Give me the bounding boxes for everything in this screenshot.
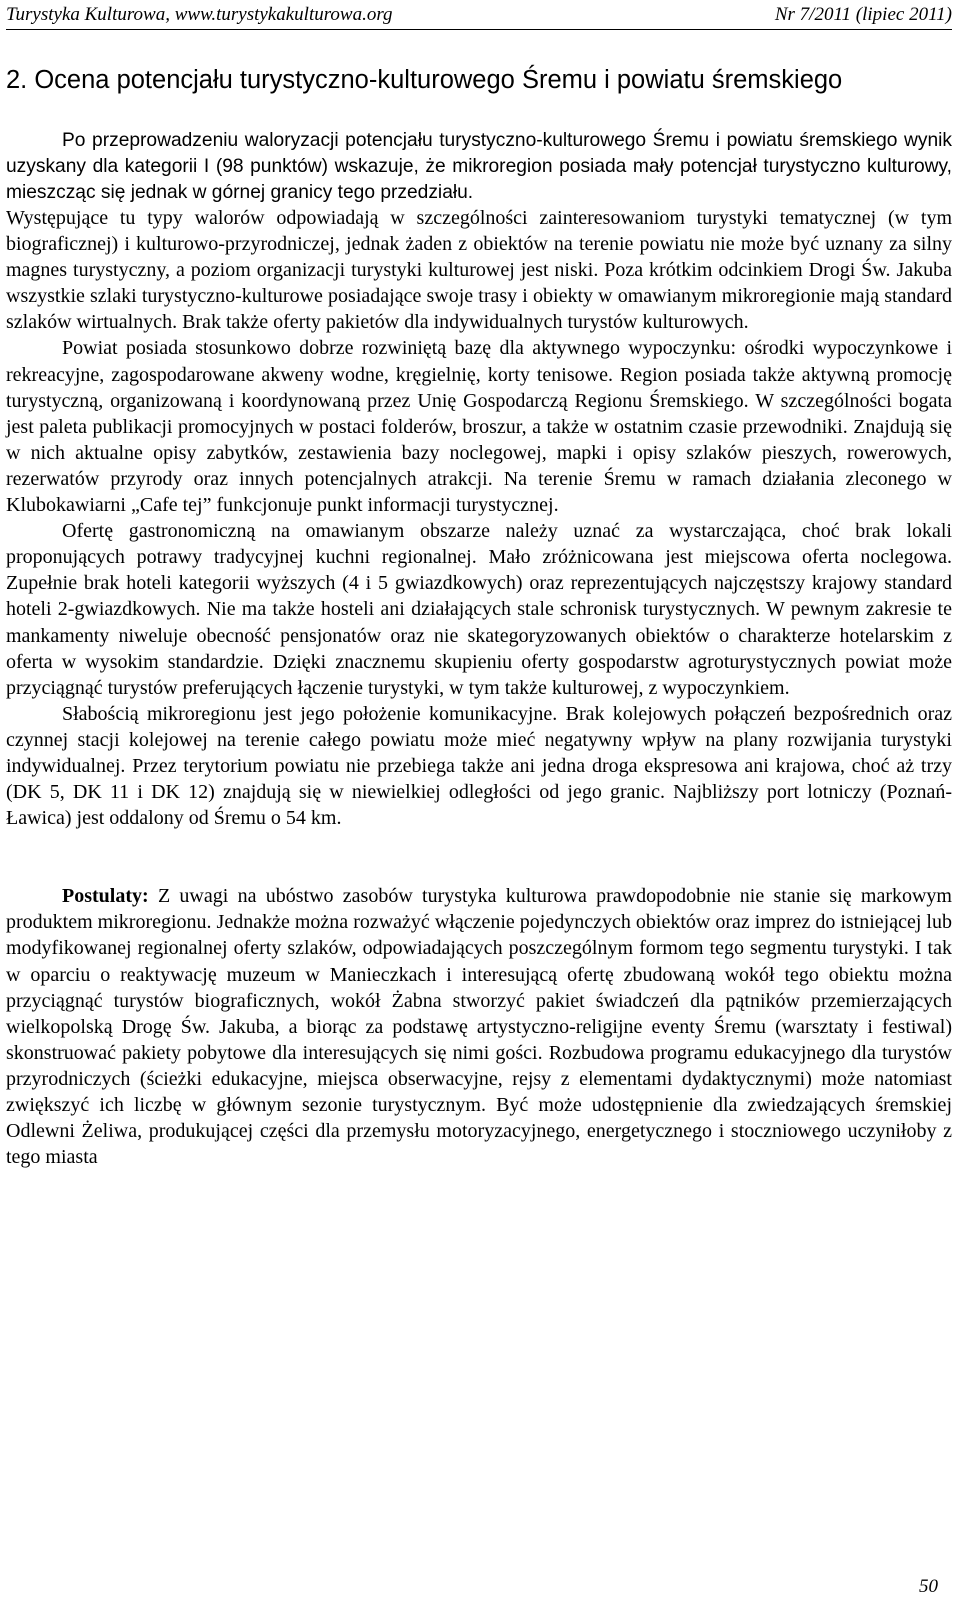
- header-journal-name: Turystyka Kulturowa, www.turystykakulturowa.org: [6, 4, 393, 25]
- intro-paragraph: Po przeprowadzeniu waloryzacji potencjału turystyczno-kulturowego Śremu i powiatu śremskiego wynik uzyskany dla kategorii I (98 punktów) wskazuje, że mikroregion posiada mały potencjał turystyczno kulturowy, mieszcząc się jednak w górnej granicy tego przedziału.: [6, 130, 952, 203]
- section-heading: 2. Ocena potencjału turystyczno-kulturowego Śremu i powiatu śremskiego: [6, 66, 843, 94]
- postulates-label: Postulaty:: [62, 885, 149, 908]
- paragraph-active-tourism: Powiat posiada stosunkowo dobrze rozwiniętą bazę dla aktywnego wypoczynku: ośrodki wypoczynkowe i rekreacyjne, zagospodarowane akweny wodne, kręgielnię, korty tenisowe. Region posiada także aktywną promocję turystyczną, organizowaną i koordynowaną przez Unię Gospodarczą Regionu Śremskiego. W szczególności bogata jest paleta publikacji promocyjnych w postaci folderów, broszur, a także w ostatnim czasie przewodniki. Znajdują się w nich aktualne opisy zabytków, zestawienia bazy noclegowej, mapki i opisy szlaków pieszych, rowerowych, rezerwatów przyrody oraz innych potencjalnych atrakcji. Na terenie Śremu w ramach działania zleconego w Klubokawiarni „Cafe tej” funkcjonuje punkt informacji turystycznej.: [6, 337, 952, 517]
- article-body: [6, 205, 952, 1170]
- header-issue: Nr 7/2011 (lipiec 2011): [774, 4, 952, 25]
- header-divider: [6, 29, 952, 30]
- postulates-text: Z uwagi na ubóstwo zasobów turystyka kulturowa prawdopodobnie nie stanie się markowym produktem mikroregionu. Jednakże można rozważyć włączenie pojedynczych obiektów oraz imprez do istniejącej lub modyfikowanej regionalnej oferty szlaków, odpowiadających poszczególnym formom tego segmentu turystyki. I tak w oparciu o reaktywację muzeum w Manieczkach i interesującą ofertę zbudowaną wokół tego obiektu można przyciągnąć turystów biograficznych, wokół Żabna stworzyć pakiet świadczeń dla pątników przemierzających wielkopolską Drogę Św. Jakuba, a biorąc za podstawę artystyczno-religijne eventy Śremu (warsztaty i festiwal) skonstruować pakiety pobytowe dla interesujących się nimi gości. Rozbudowa programu edukacyjnego dla turystów przyrodniczych (ścieżki edukacyjne, miejsca obserwacyjne, rejsy z elementami dydaktycznymi) może natomiast zwiększyć ich liczbę w głównym sezonie turystycznym. Być może udostępnienie dla zwiedzających śremskiej Odlewni Żeliwa, produkującej części dla przemysłu motoryzacyjnego, energetycznego i stoczniowego uczyniłoby z tego miasta: [6, 885, 952, 1169]
- paragraph-postulates: [6, 883, 952, 1170]
- paragraph-values: Występujące tu typy walorów odpowiadają w szczególności zainteresowaniom turystyki tematycznej (w tym biograficznej) i kulturowo-przyrodniczej, jednak żaden z obiektów na terenie powiatu nie może być uznany za silny magnes turystyczny, a poziom organizacji turystyki kulturowej jest niski. Poza krótkim odcinkiem Drogi Św. Jakuba wszystkie szlaki turystyczno-kulturowe posiadające swoje trasy i obiekty w omawianym mikroregionie mają standard szlaków wirtualnych. Brak także oferty pakietów dla indywidualnych turystów kulturowych.: [6, 207, 952, 334]
- paragraph-transport: Słabością mikroregionu jest jego położenie komunikacyjne. Brak kolejowych połączeń bezpośrednich oraz czynnej stacji kolejowej na terenie całego powiatu może mieć negatywny wpływ na plany rozwijania turystyki indywidualnej. Przez terytorium powiatu nie przebiega także ani jedna droga ekspresowa ani krajowa, choć aż trzy (DK 5, DK 11 i DK 12) znajdują się w niewielkiej odległości od jego granic. Najbliższy port lotniczy (Poznań-Ławica) jest oddalony od Śremu o 54 km.: [6, 702, 952, 830]
- page-number: 50: [919, 1576, 938, 1597]
- paragraph-gastronomy: Ofertę gastronomiczną na omawianym obszarze należy uznać za wystarczająca, choć brak lokali proponujących potrawy tradycyjnej kuchni regionalnej. Mało zróżnicowana jest miejscowa oferta noclegowa. Zupełnie brak hoteli kategorii wyższych (4 i 5 gwiazdkowych) oraz reprezentujących najczęstszy krajowy standard hoteli 2-gwiazdkowych. Nie ma także hosteli ani działających stale schronisk turystycznych. W pewnym zakresie te mankamenty niweluje obecność pensjonatów oraz nie skategoryzowanych obiektów o charakterze hotelarskim z oferta w wysokim standardzie. Dzięki znacznemu skupieniu oferty gospodarstw agroturystycznych powiat może przyciągnąć turystów preferujących łączenie turystyki, w tym także kulturowej, z wypoczynkiem.: [6, 520, 952, 699]
- running-header: [6, 3, 952, 27]
